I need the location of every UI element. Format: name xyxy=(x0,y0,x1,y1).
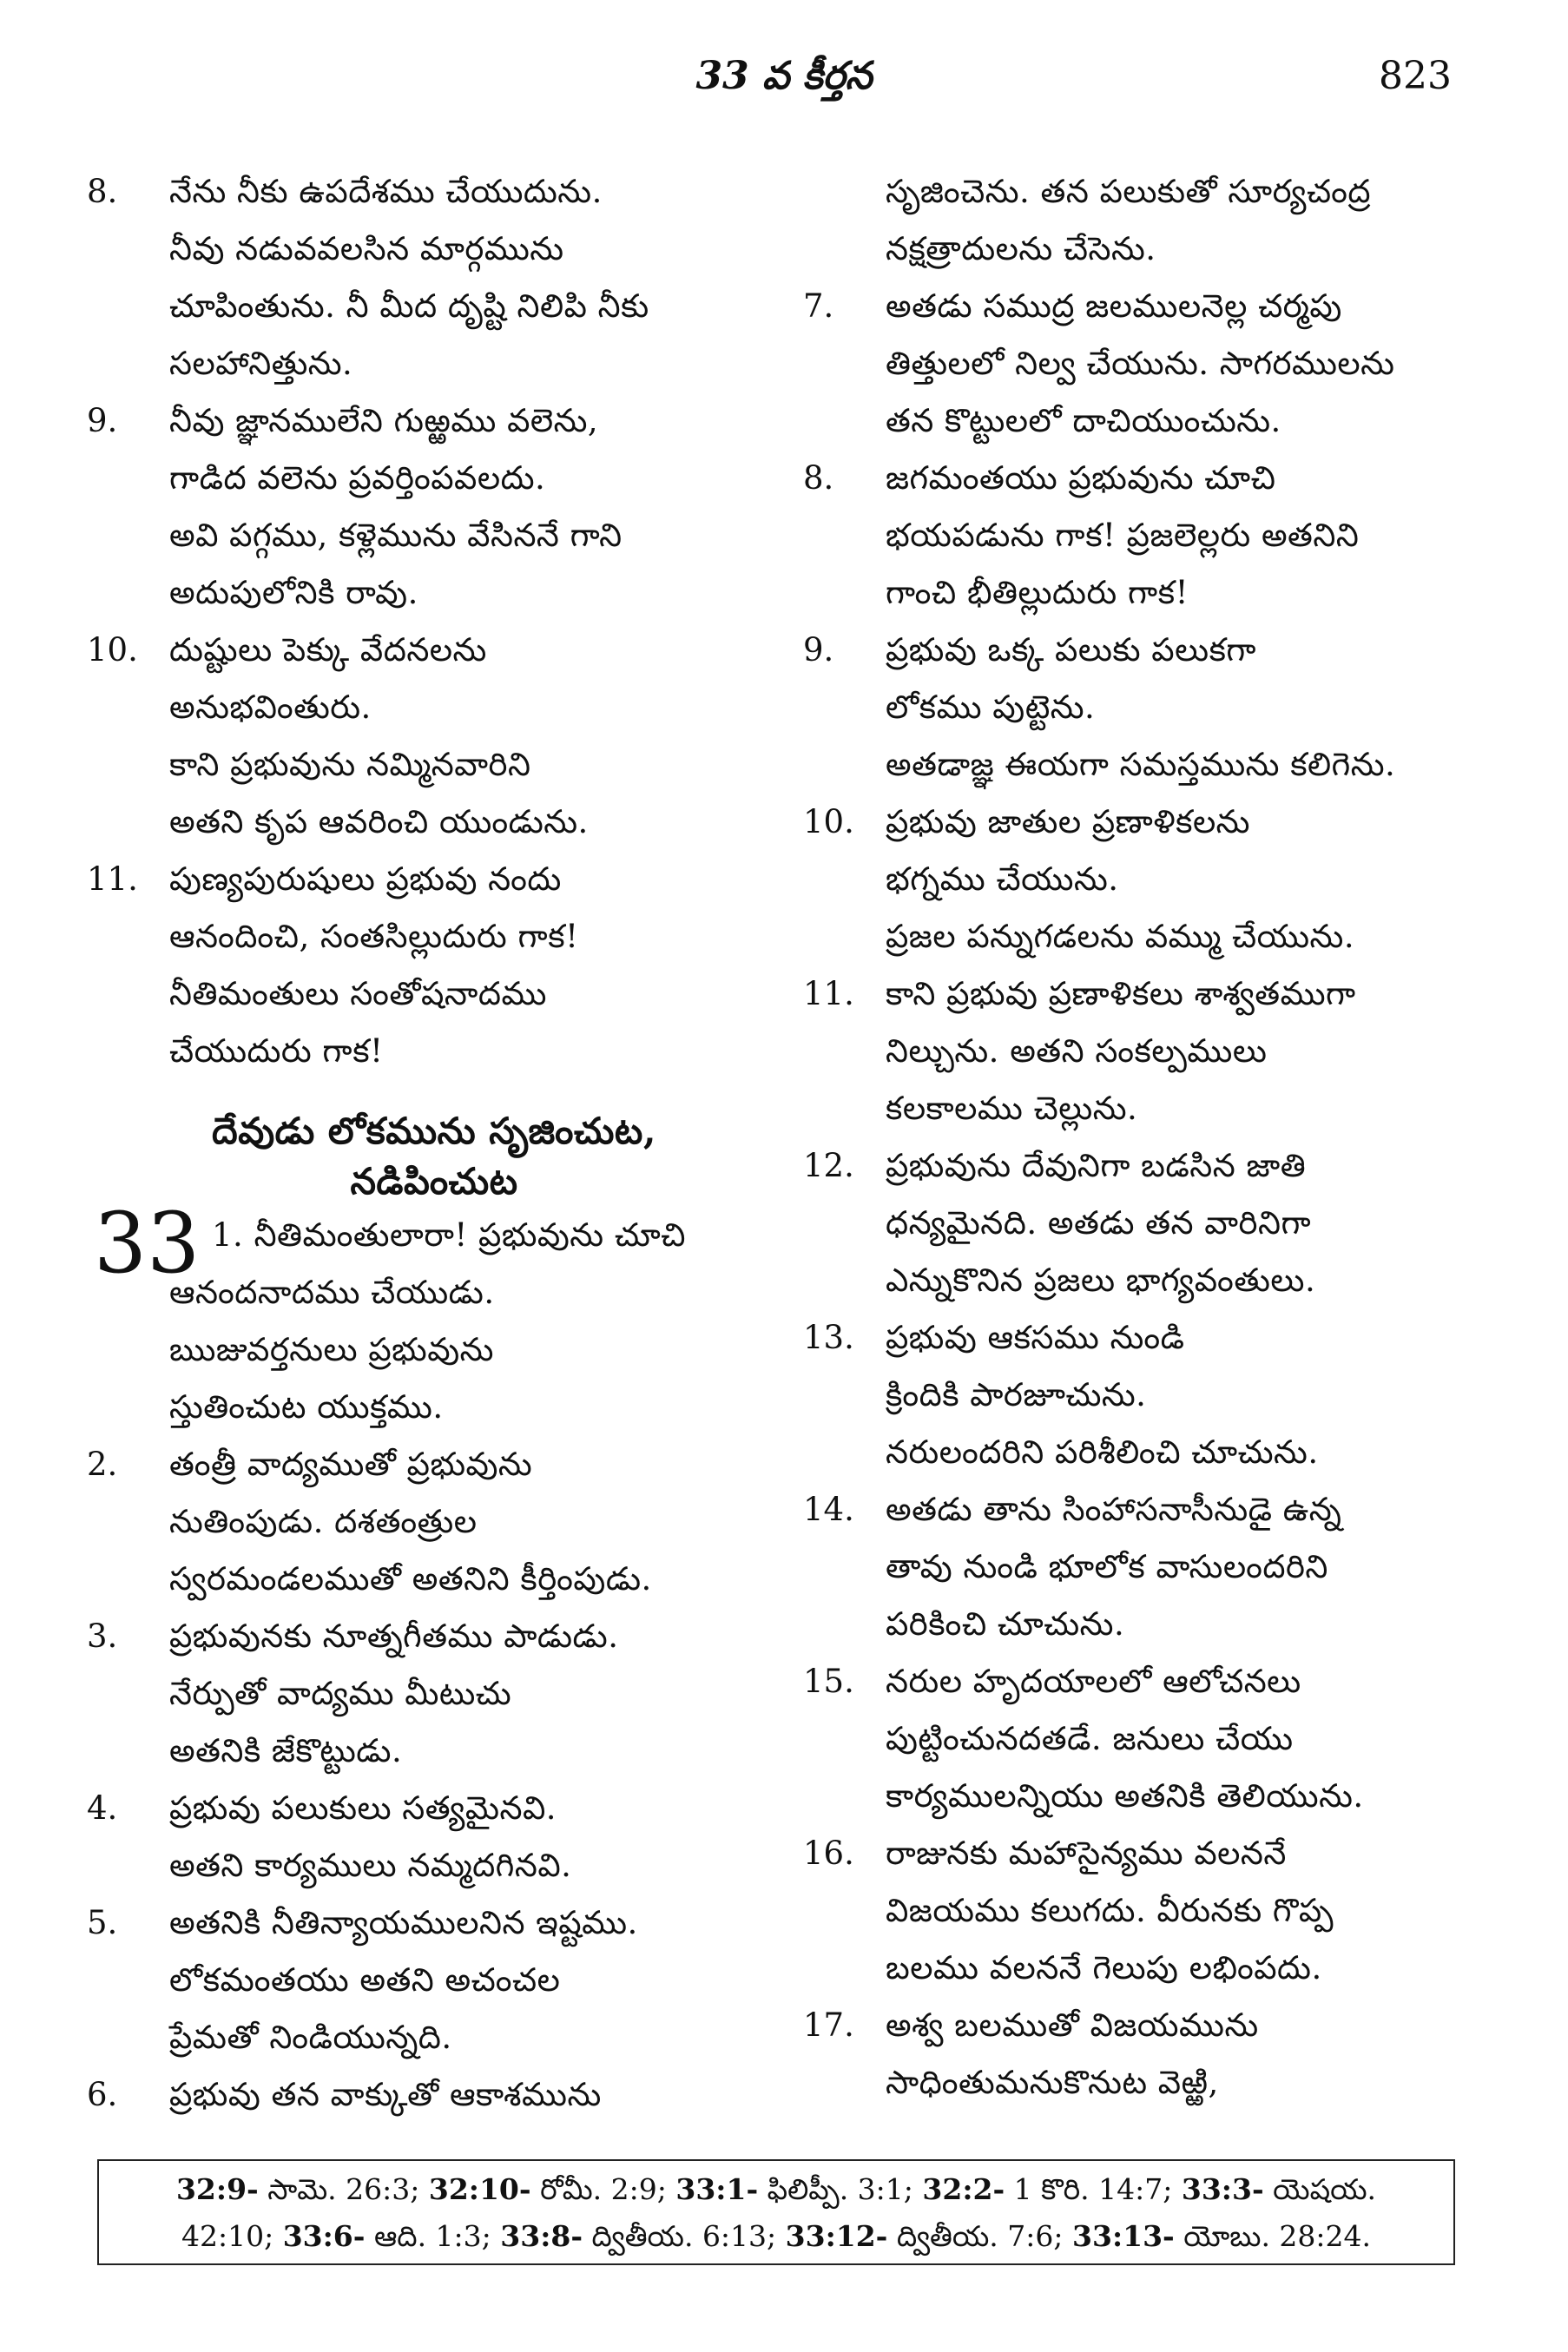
verse-number: 7. xyxy=(803,287,834,325)
verse-line: దుష్టులు పెక్కు వేదనలను xyxy=(169,631,487,669)
verse-line: నీవు నడువవలసిన మార్గమును xyxy=(169,230,564,267)
footnote-text: ఆది. 1:3; xyxy=(365,2219,501,2253)
verse-number: 2. xyxy=(87,1446,118,1483)
footnote-reference: 33:8- xyxy=(500,2219,583,2253)
footnote-text: సామె. 26:3; xyxy=(258,2172,429,2206)
verse-number: 12. xyxy=(803,1147,854,1184)
verse-line: అదుపులోనికి రావు. xyxy=(169,574,418,611)
verse-number: 14. xyxy=(803,1491,854,1528)
verse-line: అతని కార్యములు నమ్మదగినవి. xyxy=(169,1847,572,1884)
verse-line: స్వరమండలముతో అతనిని కీర్తింపుడు. xyxy=(169,1560,652,1598)
verse-line: నక్షత్రాదులను చేసెను. xyxy=(886,230,1156,267)
verse xyxy=(803,1653,1463,1825)
verse-number: 3. xyxy=(87,1617,118,1655)
verse-line: ఋజువర్తనులు ప్రభువును xyxy=(169,1331,494,1368)
footnote-text: రోమీ. 2:9; xyxy=(530,2172,676,2206)
verse-line: లోకము పుట్టెను. xyxy=(886,688,1096,726)
verse xyxy=(803,1137,1463,1309)
verse-line: సలహానిత్తును. xyxy=(169,345,353,382)
verse-line: ప్రేమతో నిండియున్నది. xyxy=(169,2019,452,2056)
verse-number: 8. xyxy=(803,459,834,497)
verse xyxy=(803,450,1463,622)
verse-line: ధన్యమైనది. అతడు తన వారినిగా xyxy=(886,1204,1312,1242)
verse-line: క్రిందికి పారజూచును. xyxy=(886,1376,1147,1413)
footnote-box xyxy=(97,2159,1455,2265)
verse-number: 11. xyxy=(803,975,854,1012)
verse-number: 9. xyxy=(87,402,118,439)
verse-line: ఆనందనాదము చేయుడు. xyxy=(169,1274,495,1311)
verse-line: ప్రభువును దేవునిగా బడసిన జాతి xyxy=(886,1147,1307,1184)
verses-block xyxy=(803,278,1463,2112)
verse-line: అతడాజ్ఞ ఈయగా సమస్తమును కలిగెను. xyxy=(886,746,1396,783)
verse-number: 6. xyxy=(87,2076,118,2113)
page-number: 823 xyxy=(1379,54,1452,98)
verse-line: అనుభవింతురు. xyxy=(169,688,372,726)
verse-line: జగమంతయు ప్రభువును చూచి xyxy=(886,459,1276,497)
verse-number: 16. xyxy=(803,1835,854,1872)
verse-line: నేర్పుతో వాద్యము మీటుచు xyxy=(169,1675,512,1712)
verse-line: గాంచి భీతిల్లుదురు గాక! xyxy=(886,574,1189,611)
verse-line: చూపింతును. నీ మీద దృష్టి నిలిపి నీకు xyxy=(169,287,649,325)
footnote-reference: 33:12- xyxy=(785,2219,888,2253)
verse-line: నరుల హృదయాలలో ఆలోచనలు xyxy=(886,1663,1301,1700)
verse-line: అతనికి జేకొట్టుడు. xyxy=(169,1732,403,1769)
verse-line: భయపడును గాక! ప్రజలెల్లరు అతనిని xyxy=(886,517,1360,554)
verse xyxy=(87,1436,747,1608)
verse-line: అవి పగ్గము, కళ్లెమును వేసిననే గాని xyxy=(169,517,623,554)
verse-continuation xyxy=(803,163,1463,278)
verse-line: పుణ్యపురుషులు ప్రభువు నందు xyxy=(169,860,562,898)
verse xyxy=(803,278,1463,450)
verse xyxy=(87,2066,747,2124)
verse-number: 13. xyxy=(803,1319,854,1356)
verse-text: నీతిమంతులారా! ప్రభువును చూచి xyxy=(254,1216,687,1254)
verse-line: అతని కృప ఆవరించి యుండును. xyxy=(169,803,589,840)
verse xyxy=(87,1780,747,1894)
verse xyxy=(87,163,747,392)
verse xyxy=(803,794,1463,965)
verse-line: ప్రభువు పలుకులు సత్యమైనవి. xyxy=(169,1789,557,1827)
footnote-text: ఫిలిప్పీ. 3:1; xyxy=(758,2172,923,2206)
verse-line: తంత్రీ వాద్యముతో ప్రభువును xyxy=(169,1446,533,1483)
footnote-reference: 33:13- xyxy=(1072,2219,1175,2253)
chapter-start xyxy=(87,1195,747,1436)
left-column xyxy=(87,163,747,2124)
section-heading-line: దేవుడు లోకమును సృజించుట, xyxy=(212,1110,656,1152)
verse-line: తావు నుండి భూలోక వాసులందరిని xyxy=(886,1548,1328,1585)
verse-number: 10. xyxy=(87,631,138,669)
verse-line: నీవు జ్ఞానములేని గుఱ్ఱము వలెను, xyxy=(169,402,599,439)
verse-number: 5. xyxy=(87,1904,118,1941)
footnote-text: ద్వితీయ. 6:13; xyxy=(583,2219,786,2253)
verse-line: ఆనందించి, సంతసిల్లుదురు గాక! xyxy=(169,918,579,955)
verse-line: అతనికి నీతిన్యాయములనిన ఇష్టము. xyxy=(169,1904,638,1941)
verse-line: పుట్టించునదతడే. జనులు చేయు xyxy=(886,1720,1294,1757)
verse-line: చేయుదురు గాక! xyxy=(169,1032,384,1070)
verse-line: బలము వలననే గెలుపు లభింపదు. xyxy=(886,1949,1322,1986)
verse-line: తిత్తులలో నిల్వ చేయును. సాగరములను xyxy=(886,345,1395,382)
verse-line: తన కొట్టులలో దాచియుంచును. xyxy=(886,402,1281,439)
footnote-reference: 33:1- xyxy=(675,2172,759,2206)
verses-block xyxy=(87,1436,747,2124)
verse-number: 8. xyxy=(87,173,118,210)
verse xyxy=(87,392,747,622)
footnote-text: యెషయ. xyxy=(1263,2172,1377,2206)
section-heading xyxy=(87,1106,747,1207)
verse-line: నేను నీకు ఉపదేశము చేయుదును. xyxy=(169,173,603,210)
verse-line: సృజించెను. తన పలుకుతో సూర్యచంద్ర xyxy=(886,173,1371,210)
page-header xyxy=(0,54,1568,106)
verse xyxy=(87,622,747,851)
verse-line: నిల్చును. అతని సంకల్పములు xyxy=(886,1032,1268,1070)
verse-line: రాజునకు మహాసైన్యము వలననే xyxy=(886,1835,1287,1872)
verse-line: ప్రజల పన్నుగడలను వమ్ము చేయును. xyxy=(886,918,1355,955)
verse-line: కాని ప్రభువు ప్రణాళికలు శాశ్వతముగా xyxy=(886,975,1356,1012)
verse xyxy=(803,1997,1463,2112)
verse-line: పరికించి చూచును. xyxy=(886,1605,1125,1643)
verse xyxy=(87,1608,747,1780)
verse xyxy=(803,622,1463,794)
verse-number: 4. xyxy=(87,1789,118,1827)
verse-line: గాడిద వలెను ప్రవర్తింపవలదు. xyxy=(169,459,546,497)
verse xyxy=(803,1825,1463,1997)
verse-number: 17. xyxy=(803,2006,854,2044)
footnote-text: 42:10; xyxy=(181,2219,283,2253)
footnote-reference: 33:6- xyxy=(282,2219,366,2253)
verse-line: ప్రభువు జాతుల ప్రణాళికలను xyxy=(886,803,1250,840)
verse-line: విజయము కలుగదు. వీరునకు గొప్ప xyxy=(886,1892,1334,1929)
footnote-line xyxy=(99,2166,1453,2213)
footnote-text: యోబు. 28:24. xyxy=(1174,2219,1372,2253)
verse-line: నుతింపుడు. దశతంత్రుల xyxy=(169,1503,478,1540)
verse-line: సాధింతుమనుకొనుట వెఱ్ఱి, xyxy=(886,2064,1219,2101)
footnote-text: 1 కొరి. 14:7; xyxy=(1005,2172,1182,2206)
verse-line: ప్రభువు తన వాక్కుతో ఆకాశమును xyxy=(169,2076,602,2113)
footnote-reference: 32:9- xyxy=(175,2172,259,2206)
verse-line: కార్యములన్నియు అతనికి తెలియును. xyxy=(886,1777,1364,1815)
verse-line: కాని ప్రభువును నమ్మినవారిని xyxy=(169,746,531,783)
verse-number: 10. xyxy=(803,803,854,840)
verse-line: నరులందరిని పరిశీలించి చూచును. xyxy=(886,1433,1319,1471)
verse-number: 11. xyxy=(87,860,138,898)
verse-line: స్తుతించుట యుక్తము. xyxy=(169,1388,444,1426)
verse-line: ఎన్నుకొనిన ప్రజలు భాగ్యవంతులు. xyxy=(886,1262,1316,1299)
verse-number: 1. xyxy=(212,1216,244,1254)
verse xyxy=(803,1309,1463,1481)
verse-line: ప్రభువు ఆకసము నుండి xyxy=(886,1319,1185,1356)
running-title: 33 వ కీర్తన xyxy=(695,54,873,98)
footnote-reference: 33:3- xyxy=(1181,2172,1264,2206)
verse-line: ప్రభువు ఒక్క పలుకు పలుకగా xyxy=(886,631,1256,669)
verse-line: అతడు తాను సింహాసనాసీనుడై ఉన్న xyxy=(886,1491,1342,1528)
footnote-reference: 32:10- xyxy=(428,2172,531,2206)
verse-line: భగ్నము చేయును. xyxy=(886,860,1119,898)
verse-line: కలకాలము చెల్లును. xyxy=(886,1090,1138,1127)
verse-number: 9. xyxy=(803,631,834,669)
footnote-line xyxy=(99,2213,1453,2260)
verse xyxy=(87,1894,747,2066)
verse xyxy=(803,965,1463,1137)
verse xyxy=(87,851,747,1080)
verse-line: నీతిమంతులు సంతోషనాదము xyxy=(169,975,547,1012)
verses-block xyxy=(87,163,747,1080)
section-heading-line: నడిపించుట xyxy=(350,1160,518,1202)
footnote-reference: 32:2- xyxy=(922,2172,1005,2206)
chapter-number: 33 xyxy=(94,1195,201,1292)
footnote-text: ద్వితీయ. 7:6; xyxy=(887,2219,1073,2253)
verse-line: ప్రభువునకు నూత్నగీతము పాడుడు. xyxy=(169,1617,619,1655)
verse xyxy=(803,1481,1463,1653)
verse-number: 15. xyxy=(803,1663,854,1700)
verse-line: లోకమంతయు అతని అచంచల xyxy=(169,1961,561,1999)
verse-line: అశ్వ బలముతో విజయమును xyxy=(886,2006,1259,2044)
verse-line xyxy=(208,1207,747,1264)
right-column xyxy=(803,163,1463,2112)
verse-line: అతడు సముద్ర జలములనెల్ల చర్మపు xyxy=(886,287,1342,325)
